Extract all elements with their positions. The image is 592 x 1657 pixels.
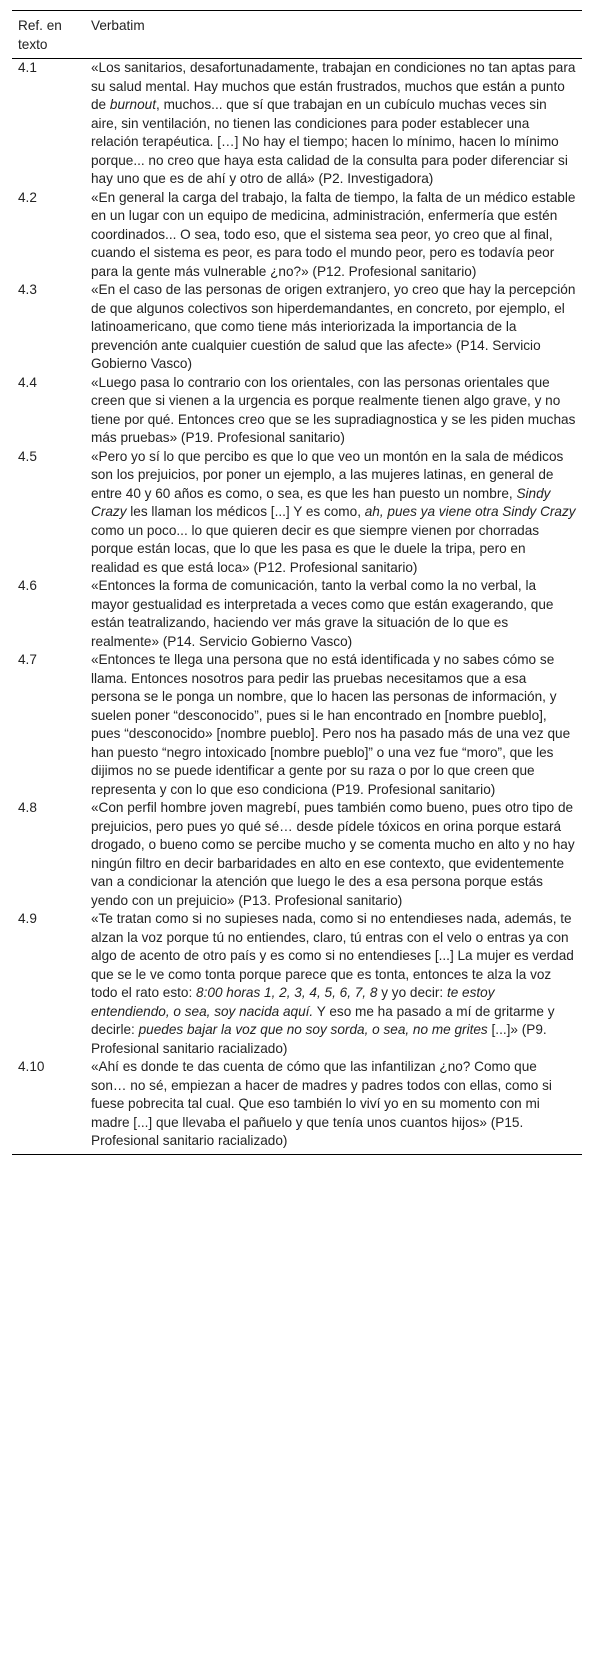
row-verbatim (85, 577, 582, 651)
verbatim-text: «Luego pasa lo contrario con los orientales, con las personas orientales que creen que si vienen a la urgencia es porque realmente tienen algo grave, y no tiene por qué. Entonces creo que se les supradiagnostica y se les piden muchas más pruebas» (P19. Profesional sanitario) (91, 374, 576, 445)
table-row (12, 1058, 582, 1154)
verbatim-text: y yo decir: (377, 985, 447, 1000)
verbatim-text: como un poco... lo que quieren decir es que siempre vienen por chorradas porque están locas, que lo que les pasa es que le duele la tripa, pero en realidad es que está loca» (P12. Profesional sanitario) (91, 522, 540, 575)
header-verbatim: Verbatim (85, 11, 582, 59)
verbatim-text: «Con perfil hombre joven magrebí, pues también como bueno, pues otro tipo de prejuicios, pero pues yo qué sé… desde pídele tóxicos en orina porque estará drogado, o bueno como se percibe mucho y se comenta mucho en alto y no hay ningún filtro en decir barbaridades en alto en ese contexto, que evidentemente van a condicionar la atención que luego le des a esa persona porque estás yendo con un prejuicio» (P13. Profesional sanitario) (91, 800, 575, 908)
verbatim-text: «Te tratan como si no supieses nada, como si no entendieses nada, además, te alzan la voz porque tú no entiendes, claro, tú entras con el velo o entras ya con algo de acento de otro país y es como si no entendieses [...] La mujer es verdad que se le ve como tonta porque parece que es tonta, entonces te alza la voz todo el rato esto: (91, 911, 574, 1000)
header-ref: Ref. en texto (12, 11, 85, 59)
row-verbatim (85, 651, 582, 799)
verbatim-text: «Entonces te llega una persona que no está identificada y no sabes cómo se llama. Entonces nosotros para pedir las pruebas necesitamos que a esa persona se le ponga un nombre, que lo hacen las personas de información, y suelen poner “desconocido”, pues si le han encontrado en [nombre pueblo], pues “desconocido» [nombre pueblo]. Pero nos ha pasado más de una vez que han puesto “negro intoxicado [nombre pueblo]” o una vez fue “moro”, que les dijimos no se puede identificar a gente por su raza o por lo que creen que representa y con lo que eso condiciona (P19. Profesional sanitario) (91, 652, 571, 797)
verbatim-text: «Los sanitarios, desafortunadamente, trabajan en condiciones no tan aptas para su salud mental. Hay muchos que están frustrados, muchos que están a punto de (91, 60, 576, 112)
verbatim-italic: Sindy Crazy (91, 485, 551, 519)
row-verbatim (85, 910, 582, 1058)
row-ref: 4.7 (18, 652, 37, 667)
table-row (12, 651, 582, 799)
row-verbatim (85, 1058, 582, 1154)
row-verbatim (85, 281, 582, 374)
row-verbatim (85, 59, 582, 189)
verbatim-text: , muchos... que sí que trabajan en un cubículo muchas veces sin aire, sin ventilación, no tienen las condiciones para poder establecer una relación terapéutica. […] No hay el tiempo; hacen lo mínimo, hacen lo mínimo porque... no creo que haya esta calidad de la consulta para poder diferenciar si hay uno que es de ahí y otro de allá» (P2. Investigadora) (91, 97, 568, 186)
table-row (12, 910, 582, 1058)
row-ref: 4.10 (12, 1058, 85, 1154)
verbatim-text: Y eso me ha pasado a mí de gritarme y decirle: (91, 1003, 555, 1037)
verbatim-text: «En el caso de las personas de origen extranjero, yo creo que hay la percepción de que algunos colectivos son hiperdemandantes, en concreto, por ejemplo, el latinoamericano, que como tiene más interiorizada la importancia de la prevención ante cualquier cuestión de salud que las afecte» (P14. Servicio Gobierno Vasco) (91, 282, 576, 371)
row-ref: 4.2 (18, 189, 37, 205)
row-ref: 4.3 (18, 282, 37, 297)
row-verbatim (85, 374, 582, 448)
table-body (12, 59, 582, 1155)
verbatim-text: [...]» (P9. Profesional sanitario racializado) (91, 1022, 547, 1056)
table-row (12, 799, 582, 910)
row-ref: 4.8 (18, 800, 37, 815)
row-verbatim (85, 799, 582, 910)
table-row (12, 189, 582, 282)
row-ref: 4.4 (18, 374, 37, 390)
verbatim-text: «En general la carga del trabajo, la falta de tiempo, la falta de un médico estable en un lugar con un equipo de medicina, administración, enfermería que estén coordinados... O sea, todo eso, que el sistema sea peor, yo creo que al final, cuando el sistema es peor, es para todo el mundo peor, pero es todavía peor para la gente más vulnerable ¿no?» (P12. Profesional sanitario) (91, 189, 576, 279)
verbatim-italic: puedes bajar la voz que no soy sorda, o sea, no me grites (138, 1022, 488, 1037)
row-ref: 4.6 (18, 578, 37, 593)
table-row (12, 577, 582, 651)
verbatim-italic: ah, pues ya viene otra Sindy Crazy (364, 504, 576, 519)
table-row (12, 374, 582, 448)
verbatim-italic: 8:00 horas 1, 2, 3, 4, 5, 6, 7, 8 (196, 985, 378, 1000)
header-row (12, 11, 582, 59)
row-ref: 4.1 (18, 60, 37, 75)
row-ref: 4.5 (18, 448, 37, 464)
row-ref: 4.9 (18, 911, 37, 926)
table-row (12, 448, 582, 578)
table-row (12, 281, 582, 374)
verbatim-text: les llaman los médicos [...] Y es como, (126, 504, 365, 519)
verbatim-table (12, 10, 582, 1155)
verbatim-italic: burnout (109, 97, 157, 112)
verbatim-italic: te estoy entendiendo, o sea, soy nacida aquí. (91, 985, 495, 1019)
verbatim-text: «Ahí es donde te das cuenta de cómo que las infantilizan ¿no? Como que son… no sé, empiezan a hacer de madres y padres todos con ellas, como si fuese pobrecita tal cual. Que eso también lo viví yo en su momento con mi madre [...] que llevaba el pañuelo y que tenía unos cuantos hijos» (P15. Profesional sanitario racializado) (91, 1059, 552, 1148)
table-row (12, 59, 582, 189)
verbatim-text: «Pero yo sí lo que percibo es que lo que veo un montón en la sala de médicos son los prejuicios, por poner un ejemplo, a las mujeres latinas, en general de entre 40 y 60 años es como, o sea, es que les han puesto un nombre, (91, 448, 564, 501)
verbatim-text: «Entonces la forma de comunicación, tanto la verbal como la no verbal, la mayor gestualidad es interpretada a veces como que están exagerando, que están teatralizando, haciendo ver más grave la situación de lo que es realmente» (P14. Servicio Gobierno Vasco) (91, 578, 554, 649)
row-verbatim (85, 448, 582, 578)
table-header (12, 11, 582, 59)
row-verbatim (85, 189, 582, 282)
